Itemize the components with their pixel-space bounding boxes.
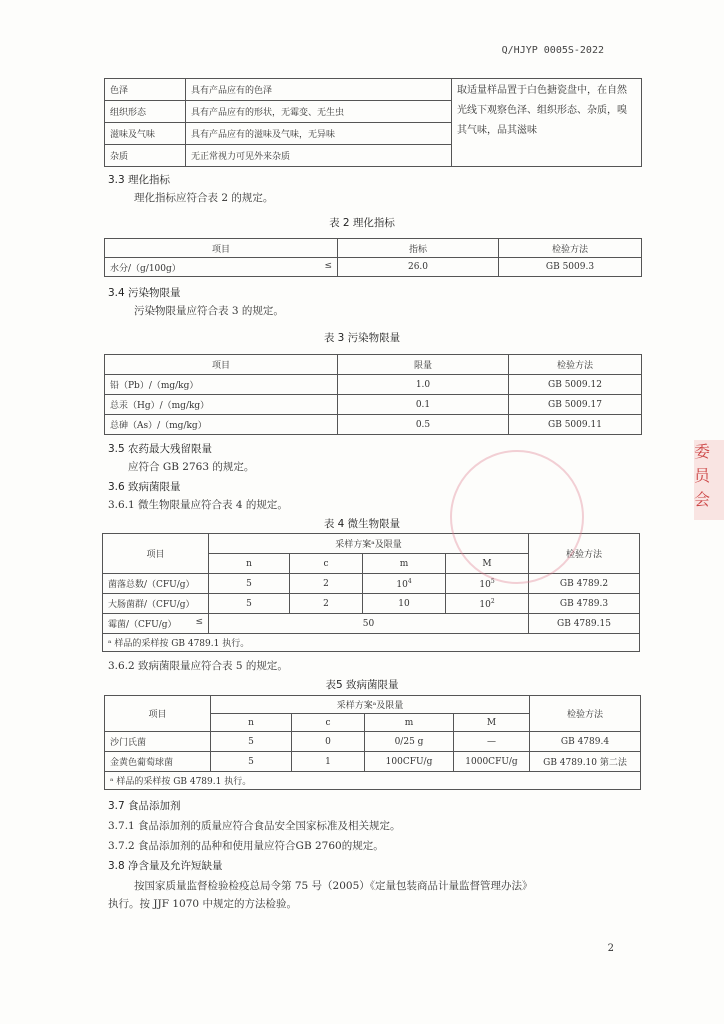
- section-3-7-1-text: 3.7.1 食品添加剂的质量应符合食品安全国家标准及相关规定。: [108, 820, 401, 832]
- t4-M-exp: 5: [490, 577, 495, 585]
- t4-c: 2: [290, 594, 363, 614]
- section-3-3-text: 理化指标应符合表 2 的规定。: [134, 192, 274, 204]
- sensory-item: 色泽: [105, 79, 186, 101]
- page-number: 2: [607, 943, 614, 954]
- sensory-req: 具有产品应有的色泽: [186, 79, 452, 101]
- t5-M: 1000CFU/g: [454, 752, 530, 772]
- t5-h-M: M: [454, 714, 530, 732]
- t4-m: [363, 574, 446, 594]
- table-5-caption: 表5 致病菌限量: [325, 679, 399, 691]
- sensory-req: 无正常视力可见外来杂质: [186, 145, 452, 167]
- t4-m-exp: 4: [407, 577, 412, 585]
- t4-h-item: 项目: [103, 534, 209, 574]
- section-3-6-title: 3.6 致病菌限量: [108, 481, 181, 493]
- table-4-caption: 表 4 微生物限量: [323, 518, 401, 530]
- section-3-4-title: 3.4 污染物限量: [108, 287, 181, 299]
- t2-header: 指标: [338, 239, 499, 258]
- t5-c: 1: [292, 752, 365, 772]
- t5-note: ᵃ 样品的采样按 GB 4789.1 执行。: [105, 772, 641, 790]
- t4-h-m: m: [363, 554, 446, 574]
- t5-h-m: m: [365, 714, 454, 732]
- t2-value: 26.0: [338, 258, 499, 277]
- table-5: [104, 695, 641, 790]
- t5-h-plan: 采样方案ᵃ及限量: [211, 696, 530, 714]
- table-3-caption: 表 3 污染物限量: [323, 332, 401, 344]
- t3-header: 检验方法: [509, 355, 642, 375]
- t3-value: 1.0: [338, 375, 509, 395]
- t2-method: GB 5009.3: [499, 258, 642, 277]
- t5-h-c: c: [292, 714, 365, 732]
- sensory-table: [104, 78, 642, 167]
- t5-h-n: n: [211, 714, 292, 732]
- t2-op: ≤: [324, 260, 332, 271]
- seal-stamp: [450, 450, 584, 584]
- t5-h-item: 项目: [105, 696, 211, 732]
- section-3-6-1-text: 3.6.1 微生物限量应符合表 4 的规定。: [108, 499, 288, 511]
- section-3-4-text: 污染物限量应符合表 3 的规定。: [134, 305, 284, 317]
- t4-n: 5: [209, 574, 290, 594]
- section-3-6-2-text: 3.6.2 致病菌限量应符合表 5 的规定。: [108, 660, 288, 672]
- sensory-req: 具有产品应有的形状，无霉变、无生虫: [186, 101, 452, 123]
- t3-item: 总汞（Hg）/（mg/kg）: [105, 395, 338, 415]
- t3-value: 0.5: [338, 415, 509, 435]
- sensory-item: 组织形态: [105, 101, 186, 123]
- t4-item: [103, 614, 209, 634]
- section-3-8-text-2: 执行。按 JJF 1070 中规定的方法检验。: [108, 898, 297, 910]
- t4-h-M: M: [446, 554, 529, 574]
- t3-method: GB 5009.12: [509, 375, 642, 395]
- sensory-method: 取适量样品置于白色搪瓷盘中，在自然光线下观察色泽、组织形态、杂质，嗅其气味，品其滋味: [452, 79, 642, 167]
- t5-M: —: [454, 732, 530, 752]
- t5-item: 金黄色葡萄球菌: [105, 752, 211, 772]
- t2-item: 水分/（g/100g）: [110, 263, 181, 274]
- t5-m: 100CFU/g: [365, 752, 454, 772]
- sensory-item: 滋味及气味: [105, 123, 186, 145]
- section-3-7-2-text: 3.7.2 食品添加剂的品种和使用量应符合GB 2760的规定。: [108, 840, 384, 852]
- sensory-req: 具有产品应有的滋味及气味，无异味: [186, 123, 452, 145]
- section-3-3-title: 3.3 理化指标: [108, 174, 171, 186]
- t4-h-method: 检验方法: [529, 534, 640, 574]
- t4-method: GB 4789.2: [529, 574, 640, 594]
- t4-item: 大肠菌群/（CFU/g）: [103, 594, 209, 614]
- t5-method: GB 4789.4: [530, 732, 641, 752]
- section-3-5-title: 3.5 农药最大残留限量: [108, 443, 213, 455]
- side-seal-stamp: 委员会: [694, 440, 724, 520]
- t5-method: GB 4789.10 第二法: [530, 752, 641, 772]
- t5-n: 5: [211, 732, 292, 752]
- t4-note: ᵃ 样品的采样按 GB 4789.1 执行。: [103, 634, 640, 652]
- t3-method: GB 5009.11: [509, 415, 642, 435]
- t4-h-c: c: [290, 554, 363, 574]
- t4-item-label: 霉菌/（CFU/g）: [108, 620, 177, 630]
- section-3-8-text-1: 按国家质量监督检验检疫总局令第 75 号（2005）《定量包装商品计量监督管理办法》: [134, 880, 533, 892]
- t3-value: 0.1: [338, 395, 509, 415]
- t4-h-n: n: [209, 554, 290, 574]
- section-3-5-text: 应符合 GB 2763 的规定。: [128, 461, 255, 473]
- t3-item: 总砷（As）/（mg/kg）: [105, 415, 338, 435]
- t5-item: 沙门氏菌: [105, 732, 211, 752]
- t5-c: 0: [292, 732, 365, 752]
- standard-number: Q/HJYP 0005S-2022: [501, 45, 604, 56]
- t4-item: 菌落总数/（CFU/g）: [103, 574, 209, 594]
- t4-m-base: 10: [396, 579, 408, 590]
- t3-method: GB 5009.17: [509, 395, 642, 415]
- t4-op: ≤: [195, 617, 203, 627]
- table-3: [104, 354, 642, 435]
- t4-method: GB 4789.15: [529, 614, 640, 634]
- t3-header: 项目: [105, 355, 338, 375]
- t4-value: 50: [209, 614, 529, 634]
- table-2-caption: 表 2 理化指标: [329, 217, 395, 229]
- t4-h-plan: 采样方案ᵃ及限量: [209, 534, 529, 554]
- table-2: [104, 238, 642, 277]
- t3-item: 铅（Pb）/（mg/kg）: [105, 375, 338, 395]
- sensory-item: 杂质: [105, 145, 186, 167]
- t4-n: 5: [209, 594, 290, 614]
- t5-n: 5: [211, 752, 292, 772]
- t2-header: 检验方法: [499, 239, 642, 258]
- section-3-8-title: 3.8 净含量及允许短缺量: [108, 860, 223, 872]
- section-3-7-title: 3.7 食品添加剂: [108, 800, 181, 812]
- t3-header: 限量: [338, 355, 509, 375]
- t5-h-method: 检验方法: [530, 696, 641, 732]
- t4-m: 10: [363, 594, 446, 614]
- t5-m: 0/25 g: [365, 732, 454, 752]
- t4-M: [446, 594, 529, 614]
- t4-c: 2: [290, 574, 363, 594]
- t2-header: 项目: [105, 239, 338, 258]
- t4-M-exp: 2: [490, 597, 495, 605]
- t4-M-base: 10: [479, 579, 491, 590]
- t4-method: GB 4789.3: [529, 594, 640, 614]
- t4-M-base: 10: [479, 599, 491, 610]
